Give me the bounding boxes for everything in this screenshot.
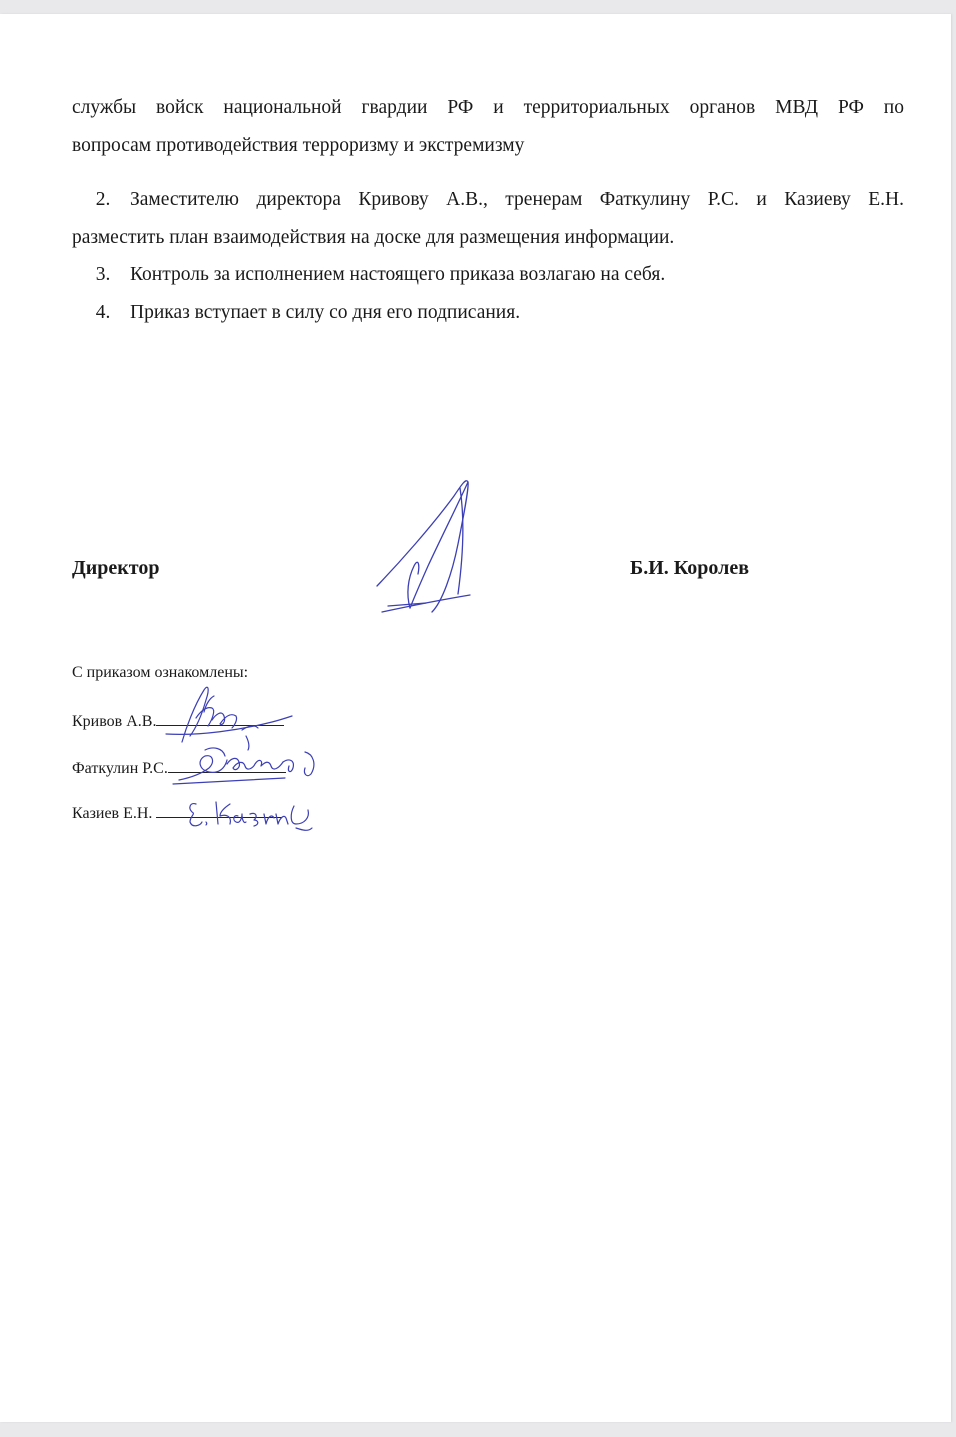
director-name: Б.И. Королев <box>630 557 750 579</box>
list-item-text: Заместителю директора Кривову А.В., тренерам Фаткулину Р.С. и Казиеву Е.Н. <box>130 189 904 210</box>
signature-kaziev <box>186 794 322 834</box>
list-item-2 <box>72 181 904 257</box>
document-page <box>0 14 951 1422</box>
list-item-number: 2. <box>95 189 111 210</box>
list-item-text-continued: разместить план взаимодействия на доске для размещения информации. <box>72 227 675 248</box>
director-signature <box>370 474 480 619</box>
acknowledgement-name: Кривов А.В. <box>72 713 157 730</box>
acknowledgement-heading: С приказом ознакомлены: <box>72 664 249 681</box>
list-item-text: Приказ вступает в силу со дня его подписания. <box>130 302 521 323</box>
acknowledgement-name: Казиев Е.Н. <box>72 805 153 822</box>
director-title: Директор <box>72 557 160 579</box>
signature-fatkulin <box>165 738 335 788</box>
paragraph-line: вопросам противодействия терроризму и экстремизму <box>72 135 525 156</box>
paragraph-continuation <box>72 89 904 165</box>
list-item-number: 3. <box>95 264 111 285</box>
list-item-4 <box>72 294 904 332</box>
paragraph-line: службы войск национальной гвардии РФ и территориальных органов МВД РФ по <box>72 97 904 118</box>
list-item-3 <box>72 256 904 294</box>
list-item-number: 4. <box>95 302 111 323</box>
acknowledgement-name: Фаткулин Р.С. <box>72 760 168 777</box>
list-item-text: Контроль за исполнением настоящего приказа возлагаю на себя. <box>130 264 666 285</box>
